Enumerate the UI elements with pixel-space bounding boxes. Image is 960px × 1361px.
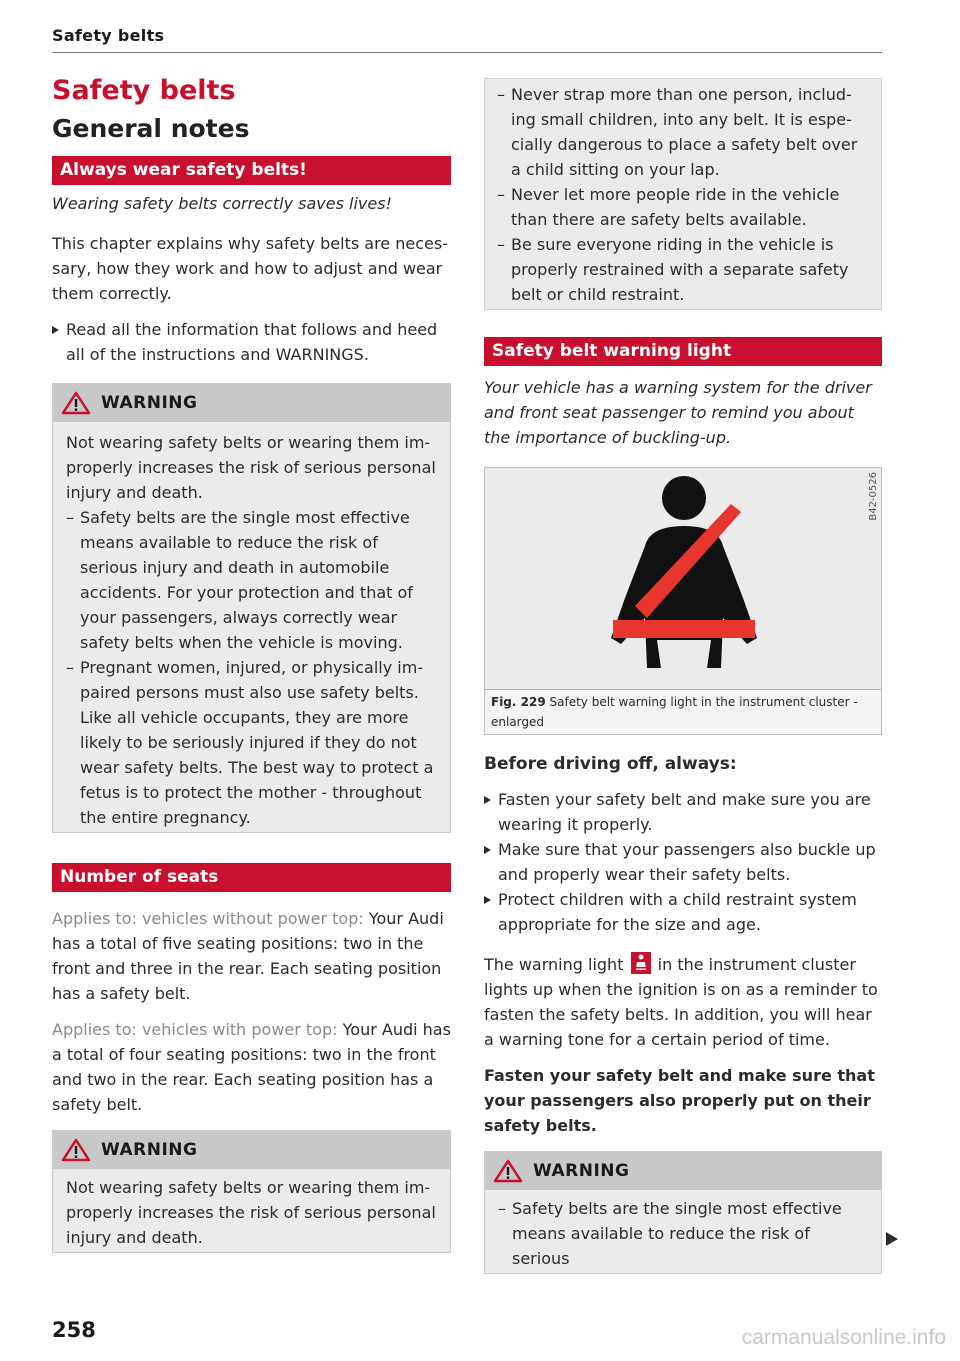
seatbelt-warning-icon bbox=[485, 468, 881, 689]
warning-title: WARNING bbox=[101, 393, 198, 413]
seatbelt-light-icon bbox=[631, 952, 651, 974]
fasten-instruction: Fasten your safety belt and make sure that your passengers also properly put on their safety belts. bbox=[484, 1066, 875, 1135]
bullet-text: Fasten your safety belt and make sure you are wearing it properly. bbox=[498, 790, 871, 834]
before-driving-list bbox=[484, 787, 882, 937]
watermark: carmanualsonline.info bbox=[741, 1326, 946, 1349]
info-item: – Never strap more than one person, including small children, into any belt. It is especially dangerous to place a safety belt over a child sitting on your lap. bbox=[497, 85, 858, 179]
applies-to-label: Applies to: vehicles without power top: bbox=[52, 909, 364, 928]
info-item-text: Never let more people ride in the vehicle than there are safety belts available. bbox=[511, 185, 840, 229]
warning-body bbox=[485, 1190, 881, 1273]
warning-title: WARNING bbox=[533, 1161, 630, 1181]
warning-item: – Safety belts are the single most effective means available to reduce the risk of serious bbox=[498, 1199, 842, 1268]
bullet-triangle-icon bbox=[484, 896, 491, 904]
warning-triangle-icon bbox=[493, 1159, 523, 1183]
banner-warning-light: Safety belt warning light bbox=[484, 337, 882, 366]
applies-to-label: Applies to: vehicles with power top: bbox=[52, 1020, 338, 1039]
seats-paragraph-1 bbox=[52, 906, 451, 1006]
warning-text: Not wearing safety belts or wearing them improperly increases the risk of serious personal injury and death. bbox=[66, 1178, 436, 1247]
info-item-text: Be sure everyone riding in the vehicle is properly restrained with a separate safety belt or child restraint. bbox=[511, 235, 849, 304]
bullet-text: Protect children with a child restraint system appropriate for the size and age. bbox=[498, 890, 857, 934]
warning-triangle-icon bbox=[61, 1138, 91, 1162]
banner-number-of-seats: Number of seats bbox=[52, 863, 451, 892]
before-bullet bbox=[484, 837, 882, 887]
light-text-start: The warning light bbox=[484, 955, 624, 974]
figure-number: Fig. 229 bbox=[491, 695, 546, 709]
light-text-end: in the instrument cluster lights up when the ignition is on as a reminder to fasten the safety belts. In addition, you will hear a warning tone for a certain period of time. bbox=[484, 955, 878, 1049]
warning-header bbox=[485, 1152, 881, 1190]
info-item-text: Never strap more than one person, including small children, into any belt. It is especially dangerous to place a safety belt over a child sitting on your lap. bbox=[511, 85, 858, 179]
warning-title: WARNING bbox=[101, 1140, 198, 1160]
bullet-text: Make sure that your passengers also buckle up and properly wear their safety belts. bbox=[498, 840, 876, 884]
bullet-triangle-icon bbox=[52, 326, 59, 334]
intro-italic: Wearing safety belts correctly saves lives! bbox=[52, 194, 392, 213]
left-column bbox=[52, 74, 451, 1253]
read-info-bullet bbox=[52, 317, 451, 367]
figure-caption-text: Safety belt warning light in the instrument cluster - enlarged bbox=[491, 695, 858, 729]
info-item: – Be sure everyone riding in the vehicle is properly restrained with a separate safety belt or child restraint. bbox=[497, 235, 849, 304]
warning-text: Not wearing safety belts or wearing them improperly increases the risk of serious personal injury and death. bbox=[66, 433, 436, 502]
page-number: 258 bbox=[52, 1318, 96, 1342]
figure-code: B42-0526 bbox=[868, 472, 879, 521]
warning-box-2 bbox=[52, 1130, 451, 1253]
seats-text: Your Audi has a total of five seating positions: two in the front and three in the rear. Each seating position has a safety belt. bbox=[52, 909, 444, 1003]
banner-always-wear: Always wear safety belts! bbox=[52, 156, 451, 185]
warning-header bbox=[53, 1131, 450, 1169]
section-title: General notes bbox=[52, 114, 250, 143]
warning-light-paragraph bbox=[484, 952, 882, 1052]
warning-item: – Safety belts are the single most effective means available to reduce the risk of serious injury and death in automobile accidents. For your protection and that of your passengers, always correctly wear safety belts when the vehicle is moving. bbox=[66, 508, 413, 652]
info-box-belt-rules bbox=[484, 78, 882, 310]
info-item: – Never let more people ride in the vehicle than there are safety belts available. bbox=[497, 185, 840, 229]
warning-box-1 bbox=[52, 383, 451, 833]
warning-box-3 bbox=[484, 1151, 882, 1274]
warning-body bbox=[53, 422, 450, 832]
figure-229 bbox=[484, 467, 882, 735]
warning-body bbox=[53, 1169, 450, 1252]
right-column bbox=[484, 78, 882, 1274]
warning-header bbox=[53, 384, 450, 422]
bullet-text: Read all the information that follows and heed all of the instructions and WARNINGS. bbox=[66, 320, 438, 364]
warning-triangle-icon bbox=[61, 391, 91, 415]
running-header: Safety belts bbox=[52, 26, 165, 45]
before-bullet bbox=[484, 787, 882, 837]
header-rule bbox=[52, 52, 882, 53]
chapter-title: Safety belts bbox=[52, 75, 236, 106]
seats-text: Your Audi has a total of four seating positions: two in the front and two in the rear. Each seating position has a safety belt. bbox=[52, 1020, 451, 1114]
figure-caption bbox=[485, 690, 881, 734]
warning-item: – Pregnant women, injured, or physically impaired persons must also use safety belts. Like all vehicle occupants, they are more likely to be seriously injured if they do not wear safety belts. The best way to protect a fetus is to protect the mother - throughout the entire pregnancy. bbox=[66, 658, 434, 827]
light-italic: Your vehicle has a warning system for the driver and front seat passenger to remind you about the importance of buckling-up. bbox=[484, 378, 872, 447]
before-bullet bbox=[484, 887, 882, 937]
continue-arrow-icon bbox=[886, 1232, 898, 1246]
figure-image bbox=[485, 468, 881, 690]
warning-item-text: Safety belts are the single most effective means available to reduce the risk of serious injury and death in automobile accidents. For your protection and that of your passengers, always correctly wear safety belts when the vehicle is moving. bbox=[80, 508, 413, 652]
warning-item-text: Pregnant women, injured, or physically impaired persons must also use safety belts. Like all vehicle occupants, they are more likely to be seriously injured if they do not wear safety belts. The best way to protect a fetus is to protect the mother - throughout the entire pregnancy. bbox=[80, 658, 434, 827]
bullet-triangle-icon bbox=[484, 846, 491, 854]
before-driving-heading: Before driving off, always: bbox=[484, 754, 737, 774]
bullet-triangle-icon bbox=[484, 796, 491, 804]
warning-item-text: Safety belts are the single most effective means available to reduce the risk of serious bbox=[512, 1199, 842, 1268]
intro-text: This chapter explains why safety belts are necessary, how they work and how to adjust and wear them correctly. bbox=[52, 234, 448, 303]
seats-paragraph-2 bbox=[52, 1017, 451, 1117]
